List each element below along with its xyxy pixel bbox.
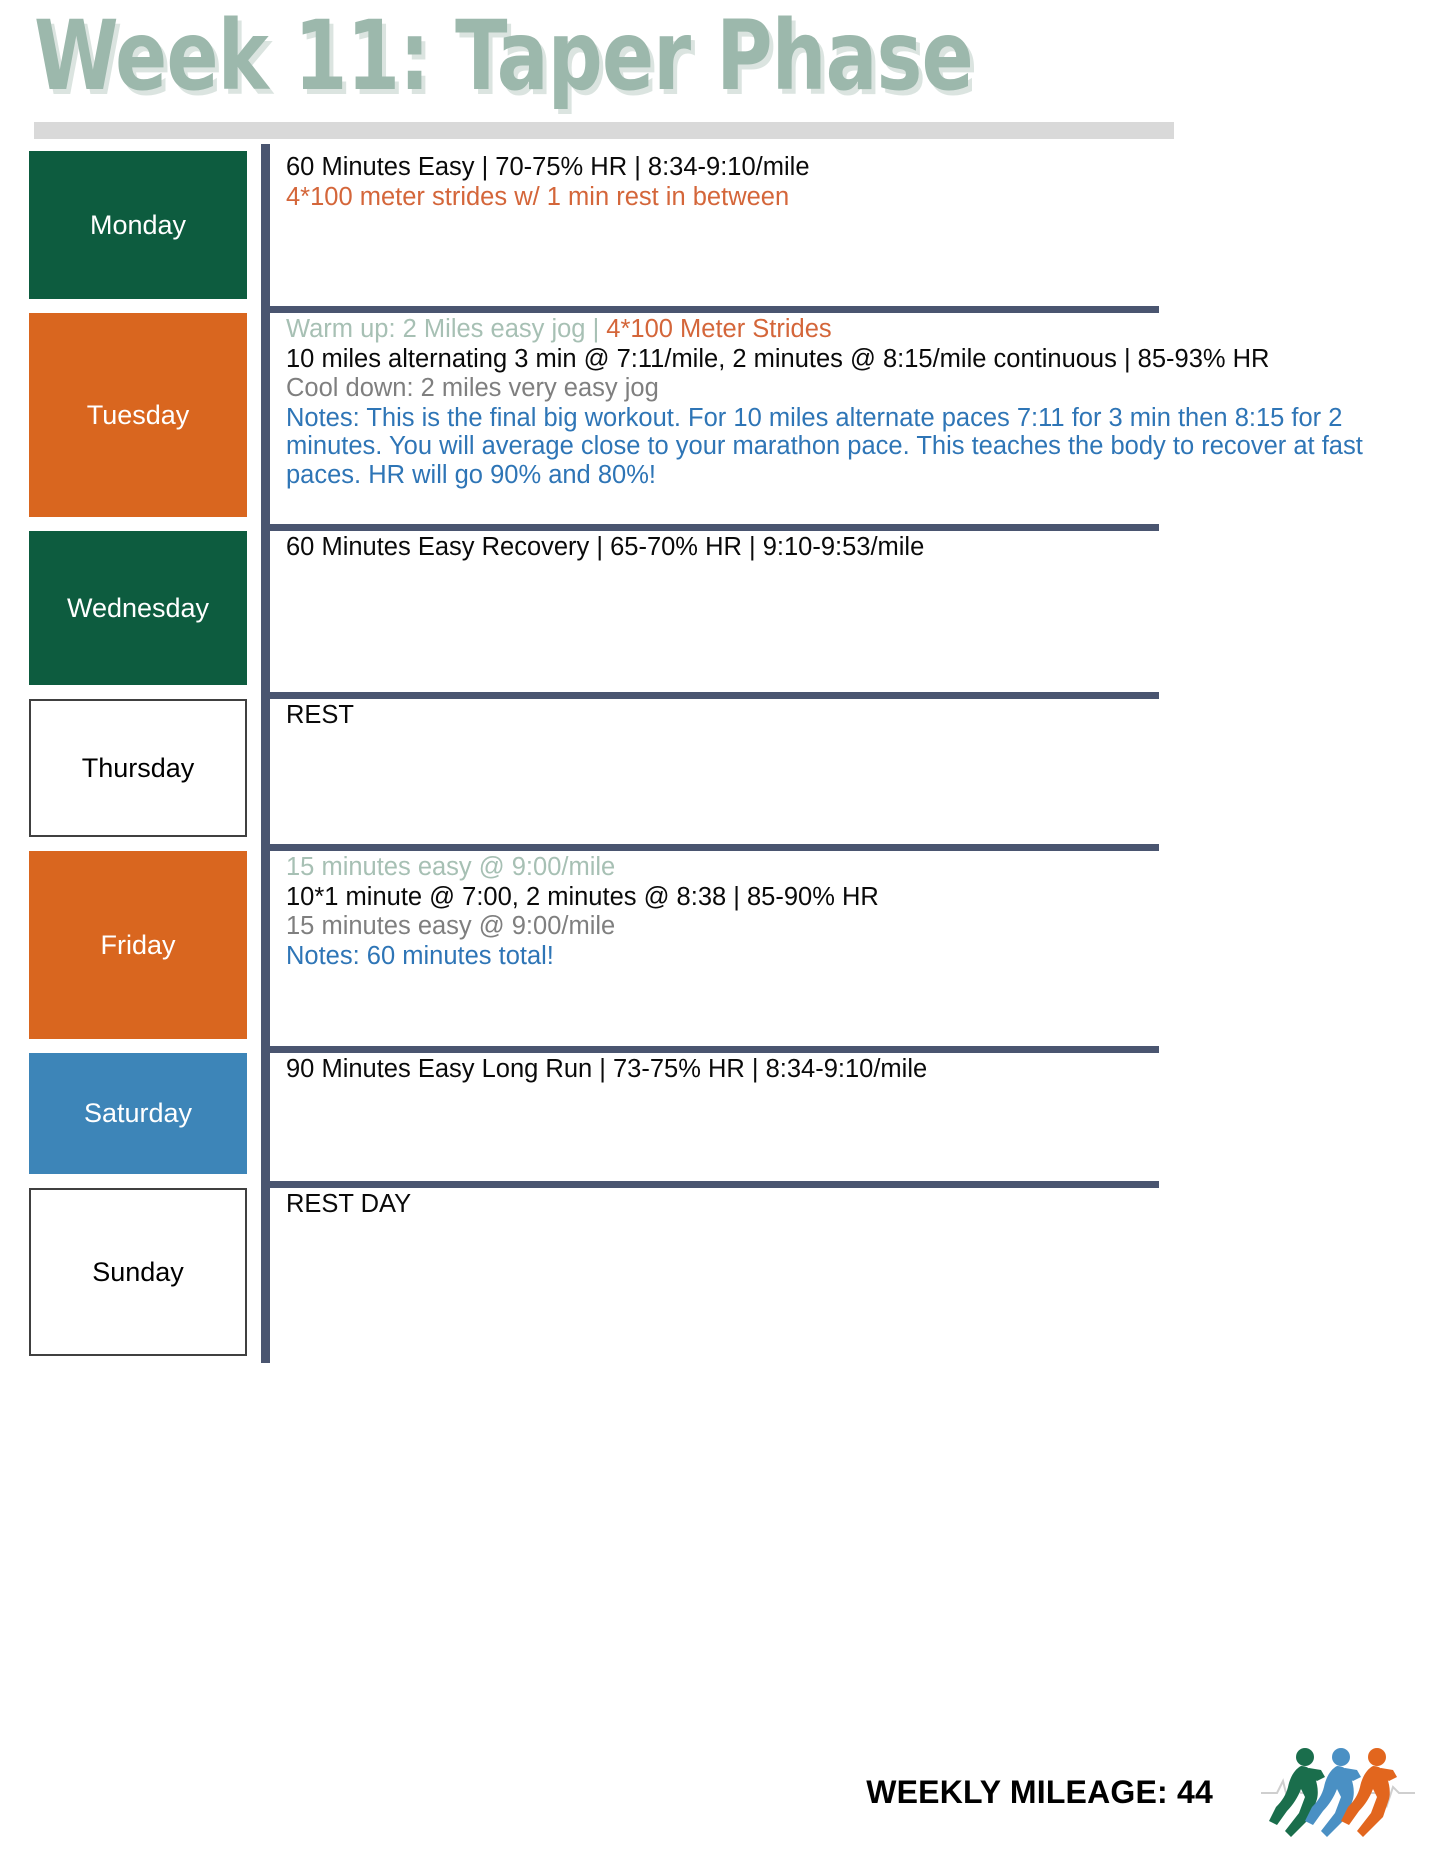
page-header (0, 0, 1445, 118)
day-name: Sunday (92, 1256, 184, 1287)
workout-line: 90 Minutes Easy Long Run | 73-75% HR | 8:34-9:10/mile (286, 1055, 928, 1083)
day-name: Friday (100, 929, 176, 960)
schedule-row (29, 524, 1445, 692)
workout-line: 10 miles alternating 3 min @ 7:11/mile, 2 minutes @ 8:15/mile continuous | 85-93% HR (286, 344, 1270, 373)
workout-line: Notes: 60 minutes total! (286, 941, 554, 970)
day-label-saturday (29, 1053, 247, 1174)
workout-line: 10*1 minute @ 7:00, 2 minutes @ 8:38 | 85-90% HR (286, 882, 879, 911)
day-name: Tuesday (86, 399, 190, 430)
day-label-friday (29, 851, 247, 1039)
workout-segment: 4*100 Meter Strides (606, 315, 832, 343)
content-lines (286, 692, 1445, 730)
workout-line: 4*100 meter strides w/ 1 min rest in between (286, 182, 790, 211)
workout-line: REST DAY (286, 1190, 412, 1218)
schedule-row (29, 1046, 1445, 1181)
three-runners-icon (1255, 1737, 1421, 1847)
workout-line: REST (286, 701, 355, 729)
day-name: Monday (89, 209, 187, 240)
workout-line: 15 minutes easy @ 9:00/mile (286, 912, 616, 941)
day-name: Thursday (81, 752, 195, 783)
day-content-saturday (261, 1046, 1445, 1181)
schedule-row (29, 144, 1445, 306)
schedule-row (29, 692, 1445, 844)
workout-line: Cool down: 2 miles very easy jog (286, 374, 659, 403)
day-name: Wednesday (66, 592, 210, 623)
content-lines (286, 1181, 1445, 1219)
day-label-sunday (29, 1188, 247, 1356)
schedule-row (29, 1181, 1445, 1363)
content-lines (286, 524, 1445, 562)
content-lines (286, 844, 1445, 970)
day-content-monday (261, 144, 1445, 306)
day-label-wednesday (29, 531, 247, 685)
day-content-tuesday (261, 306, 1445, 524)
day-label-thursday (29, 699, 247, 837)
schedule-row (29, 306, 1445, 524)
workout-line: 60 Minutes Easy | 70-75% HR | 8:34-9:10/mile (286, 153, 810, 181)
workout-line: Notes: This is the final big workout. For 10 miles alternate paces 7:11 for 3 min then 8:15 for 2 minutes. You will average close to your marathon pace. This teaches the body to recover at fast paces. HR will go 90% and 80%! (286, 403, 1363, 489)
day-content-thursday (261, 692, 1445, 844)
workout-line: 15 minutes easy @ 9:00/mile (286, 853, 616, 881)
day-content-sunday (261, 1181, 1445, 1363)
day-label-monday (29, 151, 247, 299)
day-name: Saturday (83, 1098, 193, 1128)
workout-segment: Warm up: 2 Miles easy jog | (286, 315, 607, 343)
page-title: Week 11: Taper Phase (34, 0, 973, 112)
day-content-wednesday (261, 524, 1445, 692)
day-label-tuesday (29, 313, 247, 517)
workout-line: 60 Minutes Easy Recovery | 65-70% HR | 9:10-9:53/mile (286, 533, 925, 561)
content-lines (286, 306, 1445, 489)
day-content-friday (261, 844, 1445, 1046)
content-lines (286, 1046, 1445, 1084)
workout-line (286, 315, 1439, 344)
weekly-schedule (0, 144, 1445, 1363)
footer (0, 1737, 1445, 1847)
weekly-mileage-label: WEEKLY MILEAGE: 44 (866, 1773, 1213, 1810)
title-underline-rule (34, 122, 1174, 139)
schedule-row (29, 844, 1445, 1046)
content-lines (286, 144, 1445, 211)
